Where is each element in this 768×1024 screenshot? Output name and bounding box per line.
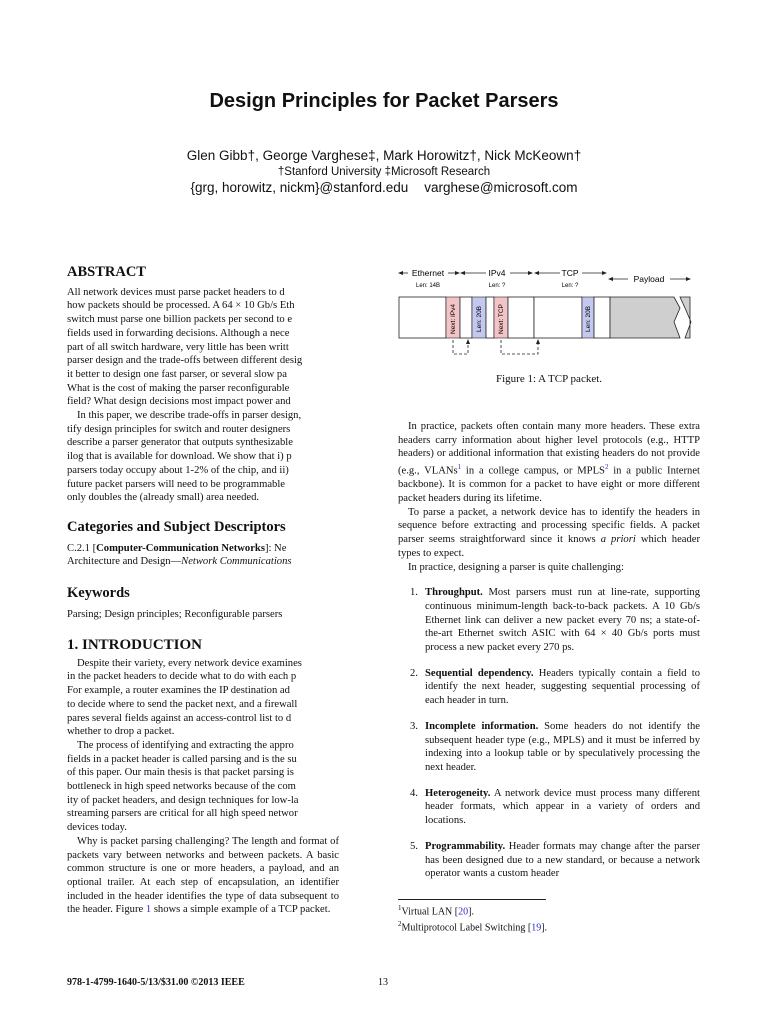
citation-20-link[interactable]: 20 [458,906,469,918]
ipv4-header-box [460,297,472,338]
intro-line: to decide where to send the packet next, and a firewall [67,698,298,710]
ethernet-header-box [399,297,446,338]
right-para-1-text-b: in a college campus, or MPLS [461,465,605,477]
figure-1-link[interactable]: 1 [145,904,152,916]
categories-section [67,521,339,569]
label-len-eth: Len: 14B [415,283,441,289]
list-item-number: 5. [410,840,418,852]
label-payload: Payload [633,274,665,284]
abstract-line: field? What design decisions most impact power and [67,396,291,408]
intro-para-3-text: Why is packet parsing challenging? The length and format of packets vary between networks and between packets. A basic common structure is one or more headers, a payload, and an optional trailer. At each step of encapsulation, an identifier included in the header identifies the type of data subsequent to the header. Figure [67,835,339,916]
abstract-line: ilog that is available for download. We show that i) p [67,451,292,463]
categories-heading: Categories and Subject Descriptors [67,521,286,535]
list-item [398,840,700,881]
list-item-text: Most parsers must run at line-rate, supporting continuous minimum-length back-to-back packets. A 10 Gb/s Ethernet link can deliver a new packet every 70 ns; a state-of-the-art Ethernet switch ASIC with 64 × 40 Gb/s ports must process a new packet every 270 ps. [425,587,700,654]
footnote-rule [398,899,546,900]
list-item-text: Header formats may change after the parser has been designed due to a new standard, or because a network operator wants a custom header [425,840,700,880]
intro-para-1 [67,657,339,739]
list-item-title: Programmability. [425,840,506,852]
intro-line: of this paper. Our main thesis is that packet parsing is [67,767,294,779]
list-item-text: Some headers do not identify the subsequent header type (e.g., MPLS) and it must be inferred by indexing into a lookup table or by speculatively processing the next header. [425,720,700,773]
label-len-tcp: Len: ? [561,283,579,289]
keywords-section [67,587,339,621]
ipv4-mid-box [486,297,494,338]
footnote-1-text: Virtual LAN [ [401,906,459,918]
keywords-text: Parsing; Design principles; Reconfigurable parsers [67,608,283,620]
intro-line: bottleneck in high speed networks because of the com [67,781,296,793]
tcp-tail-box [594,297,610,338]
abstract-line: it better to design one fast parser, or several slow pa [67,368,287,380]
footnote-2-text: Multiprotocol Label Switching [ [401,922,532,934]
footnote-1 [398,902,700,918]
list-item-number: 4. [410,787,418,799]
abstract-line: part of all switch hardware, very little has been writt [67,341,289,353]
footnote-1-num: 1 [398,904,402,912]
footnote-1-end: ]. [468,906,474,918]
footnote-2-end: ]. [541,922,548,934]
list-item-number: 2. [410,667,418,679]
email-microsoft: varghese@microsoft.com [424,180,578,195]
abstract-line: future packet parsers will need to be programmable [67,478,285,490]
right-para-1 [398,420,700,506]
intro-para-3-end: shows a simple example of a TCP packet. [153,904,331,916]
abstract-line: switch must parse one billion packets per second to e [67,314,293,326]
page-number: 13 [378,977,388,988]
abstract-section [67,266,339,505]
categories-code: C.2.1 [ [67,542,97,554]
categories-bold: Computer-Communication Networks [96,542,265,554]
ipv4-tail-box [508,297,534,338]
list-item-text: A network device must process many different header formats, which appear in a variety of orders and locations. [425,787,700,827]
isbn-copyright: 978-1-4799-1640-5/13/$31.00 ©2013 IEEE [67,977,245,988]
categories-line-2 [67,555,339,569]
abstract-line: fields used in forwarding decisions. Although a nece [67,327,290,339]
abstract-line: All network devices must parse packet headers to d [67,286,285,298]
right-para-3: In practice, designing a parser is quite challenging: [408,561,624,573]
intro-line: devices today. [67,822,127,834]
footnote-1-ref[interactable]: 1 [457,463,462,472]
intro-line: streaming parsers are critical for all high speed networ [67,808,298,820]
footnotes [398,902,700,935]
abstract-line: only doubles the (already small) area needed. [67,492,260,504]
pointer-head-tcp [536,339,540,344]
intro-line: ity of packet headers, and design techniques for low-la [67,794,299,806]
categories-plain: Architecture and Design— [67,556,182,568]
tcp-packet-diagram [398,264,700,364]
right-para-2-italic: a priori [600,534,636,546]
intro-heading: 1. INTRODUCTION [67,639,203,653]
footnote-2 [398,918,700,934]
footnote-2-ref[interactable]: 2 [604,463,609,472]
abstract-line: how packets should be processed. A 64 × 10 Gb/s Eth [67,300,295,312]
list-item-number: 3. [410,720,418,732]
categories-line-1 [67,542,339,556]
intro-line: The process of identifying and extracting the appro [77,739,294,751]
intro-line: For example, a router examines the IP destination ad [67,685,290,697]
abstract-line: In this paper, we describe trade-offs in parser design, [77,410,302,422]
list-item-text: Headers typically contain a field to identify the next header, suggesting sequential processing of each header in turn. [425,667,700,707]
citation-19-link[interactable]: 19 [531,922,542,934]
right-para-2-end: which header types to expect. [398,534,700,559]
field-next-tcp: Next: TCP [498,304,505,334]
keywords-heading: Keywords [67,587,130,601]
label-ethernet: Ethernet [411,268,445,278]
abstract-line: tify design principles for switch and router designers [67,423,291,435]
list-item-title: Sequential dependency. [425,667,534,679]
abstract-line: describe a parser generator that outputs synthesizable [67,437,293,449]
label-len-ip: Len: ? [488,283,506,289]
list-item [398,667,700,708]
field-len-20b-ip: Len: 20B [476,305,483,332]
abstract-line: What is the cost of making the parser reconfigurable [67,382,290,394]
intro-para-2 [67,739,339,835]
label-ipv4: IPv4 [488,268,506,278]
categories-rest: ]: Ne [264,542,287,554]
right-para-2-text: To parse a packet, a network device has to identify the headers in sequence before extracting and processing specific fields. A packet parser seems straightforward since it knows [398,506,700,546]
right-para-1-text: In practice, packets often contain many more headers. These extra headers carry information about higher level protocols (e.g., HTTP headers) or additional information that existing headers do not provide (e.g., VLANs [398,421,700,477]
field-len-20b-tcp: Len: 20B [585,305,592,332]
author-list: Glen Gibb†, George Varghese‡, Mark Horowitz†, Nick McKeown† [186,148,582,163]
abstract-para-2 [67,409,339,505]
abstract-line: parser design and the trade-offs between different desig [67,355,303,367]
field-next-ipv4: Next: IPv4 [450,304,457,334]
tcp-header-box [534,297,582,338]
affiliations: †Stanford University ‡Microsoft Research [277,166,491,178]
right-para-2 [398,506,700,561]
list-item-title: Throughput. [425,587,483,599]
categories-italic: Network Communications [181,556,292,568]
abstract-heading: ABSTRACT [67,266,146,280]
pointer-head-ipv4 [466,339,470,344]
intro-line: fields in a packet header is called parsing and is the su [67,753,297,765]
payload-tail [680,297,691,338]
intro-line: Despite their variety, every network device examines [77,657,302,669]
figure-1-caption: Figure 1: A TCP packet. [495,373,603,385]
pointer-arrows [453,340,538,354]
paper-title: Design Principles for Packet Parsers [209,90,559,112]
emails [0,180,768,195]
intro-line: whether to drop a packet. [67,726,175,738]
intro-para-3 [67,835,339,917]
list-item-title: Heterogeneity. [425,787,491,799]
intro-section [67,639,339,917]
email-stanford: {grg, horowitz, nickm}@stanford.edu [190,180,409,195]
list-item-number: 1. [410,587,418,599]
intro-line: in the packet headers to decide what to do with each p [67,671,297,683]
right-para-1-text-c: in a public Internet backbone). It is common for a packet to have eight or more different packet headers during its lifetime. [398,465,700,505]
abstract-para-1 [67,286,339,409]
abstract-line: parsers today occupy about 1-2% of the chip, and ii) [67,464,289,476]
right-column [398,420,700,881]
list-item [398,586,700,655]
challenges-list [398,586,700,881]
list-item [398,720,700,775]
payload-box [610,297,680,338]
intro-line: pares several fields against an access-control list to d [67,712,292,724]
label-tcp: TCP [561,268,579,278]
list-item [398,787,700,828]
footnote-2-num: 2 [398,920,402,929]
list-item-title: Incomplete information. [425,720,539,732]
figure-1 [398,264,700,384]
